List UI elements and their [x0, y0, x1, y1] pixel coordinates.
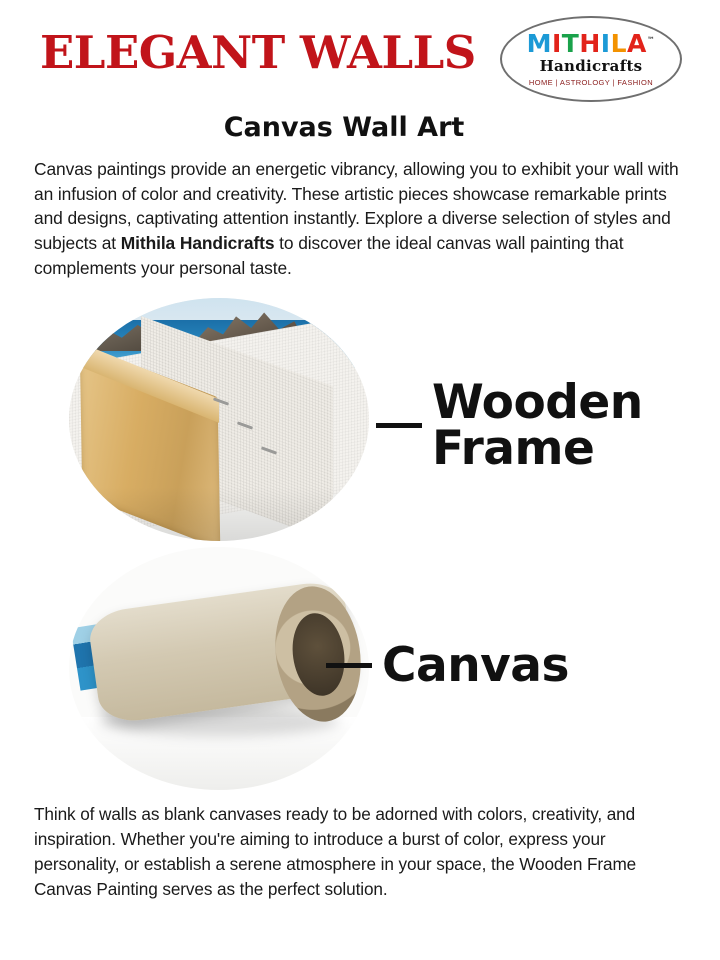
callout-line-icon — [376, 423, 422, 428]
callout-line1: Wooden — [432, 374, 643, 430]
callout-line2: Frame — [432, 420, 595, 476]
logo-letter-t: T — [561, 29, 580, 58]
callout-canvas — [326, 637, 569, 693]
wooden-frame-illustration — [69, 298, 369, 541]
logo-letter-h: H — [579, 29, 601, 58]
photo-shadow — [69, 487, 369, 540]
callout-line-icon — [326, 663, 372, 668]
logo-letter-i2: I — [600, 29, 611, 58]
wooden-frame-photo — [69, 298, 369, 541]
photo-section — [34, 298, 686, 790]
photo-row-canvas — [34, 547, 686, 790]
page-title: ELEGANT WALLS — [40, 26, 476, 79]
canvas-roll-illustration — [69, 547, 369, 790]
canvas-roll-photo — [69, 547, 369, 790]
logo-subtext: Handicrafts — [539, 57, 643, 75]
intro-brand-emphasis: Mithila Handicrafts — [120, 233, 275, 254]
logo-letter-i: I — [551, 29, 562, 58]
callout-wooden-frame — [376, 374, 643, 476]
page-subtitle: Canvas Wall Art — [223, 112, 465, 143]
photo-row-frame — [34, 298, 686, 541]
trademark-icon: ™ — [646, 35, 656, 45]
brand-logo — [500, 16, 682, 102]
outro-paragraph: Think of walls as blank canvases ready to be adorned with colors, creativity, and inspiration. Whether you're aiming to introduce a burst of color, express your personality, or establish a serene atmosphere in your space, the Wooden Frame Canvas Painting serves as the perfect solution. — [34, 803, 637, 899]
logo-letter-a: A — [627, 29, 647, 58]
callout-wooden-frame-label — [432, 374, 643, 476]
intro-paragraph — [34, 157, 686, 281]
logo-letter-m: M — [526, 29, 552, 58]
intro-text-part1: Canvas paintings provide an energetic vibrancy, allowing you to exhibit your wall with an infusion of color and creativity. These artistic pieces showcase remarkable prints and designs, captivating attention instantly. Explore a diverse selection of styles and subjects at — [34, 159, 679, 254]
logo-tagline: HOME | ASTROLOGY | FASHION — [528, 78, 654, 87]
intro-text-part2: to discover the ideal canvas wall painting that complements your personal taste. — [34, 233, 624, 278]
logo-wordmark — [527, 31, 656, 56]
callout-canvas-label: Canvas — [382, 637, 569, 693]
logo-letter-l: L — [610, 29, 628, 58]
header — [34, 0, 686, 110]
